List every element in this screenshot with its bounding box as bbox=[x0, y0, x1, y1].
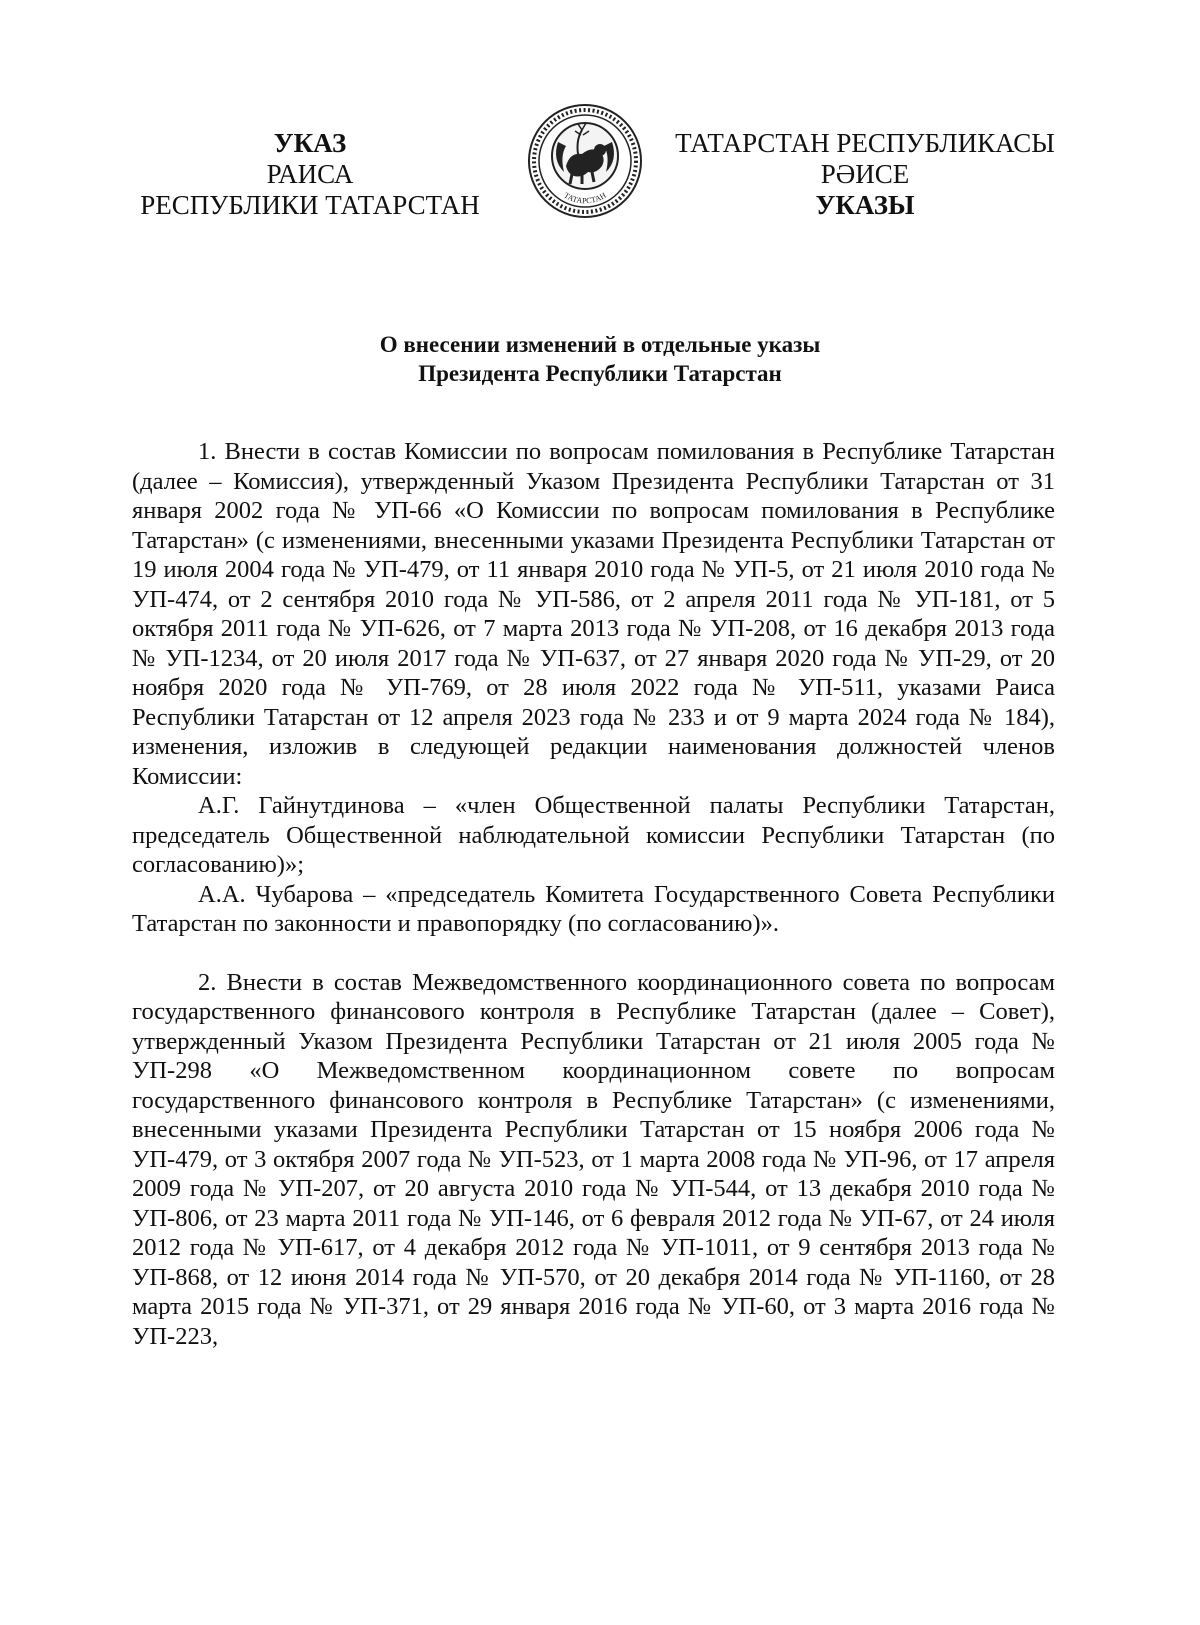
document-title bbox=[140, 330, 1060, 388]
paragraph-2: 2. Внести в состав Межведомственного координационного совета по вопросам государственного финансового контроля в Республике Татарстан (далее – Совет), утвержденный Указом Президента Республики Татарстан от 21 июля 2005 года № УП-298 «О Межведомственном координационном совете по вопросам государственного финансового контроля в Республике Татарстан» (с изменениями, внесенными указами Президента Республики Татарстан от 15 ноября 2006 года № УП-479, от 3 октября 2007 года № УП-523, от 1 марта 2008 года № УП-96, от 17 апреля 2009 года № УП-207, от 20 августа 2010 года № УП-544, от 13 декабря 2010 года № УП-806, от 23 марта 2011 года № УП-146, от 6 февраля 2012 года № УП-67, от 24 июля 2012 года № УП-617, от 4 декабря 2012 года № УП-1011, от 9 сентября 2013 года № УП-868, от 12 июня 2014 года № УП-570, от 20 декабря 2014 года № УП-1160, от 28 марта 2015 года № УП-371, от 29 января 2016 года № УП-60, от 3 марта 2016 года № УП-223, bbox=[132, 968, 1055, 1350]
title-line-2: Президента Республики Татарстан bbox=[418, 361, 782, 386]
paragraph-spacer bbox=[132, 939, 1055, 968]
document-body bbox=[132, 437, 1055, 1351]
header-left-line-1: УКАЗ bbox=[273, 128, 347, 158]
paragraph-1-member-1: А.Г. Гайнутдинова – «член Общественной палаты Республики Татарстан, председатель Общественной наблюдательной комиссии Республики Татарстан (по согласованию)»; bbox=[132, 792, 1055, 878]
header-right-line-1: ТАТАРСТАН РЕСПУБЛИКАСЫ bbox=[675, 128, 1055, 158]
header-right-line-2: РӘИСЕ bbox=[820, 159, 910, 189]
title-line-1: О внесении изменений в отдельные указы bbox=[379, 332, 821, 357]
header-left bbox=[120, 128, 500, 221]
tatarstan-emblem-icon bbox=[526, 102, 644, 220]
emblem-text: ТАТАРСТАН bbox=[562, 190, 608, 206]
svg-text:ТАТАРСТАН bbox=[562, 191, 607, 206]
paragraph-1-member-2: А.А. Чубарова – «председатель Комитета Государственного Совета Республики Татарстан по законности и правопорядку (по согласованию)». bbox=[132, 880, 1055, 937]
header-left-line-2: РАИСА bbox=[266, 159, 354, 189]
paragraph-1: 1. Внести в состав Комиссии по вопросам помилования в Республике Татарстан (далее – Комиссия), утвержденный Указом Президента Республики Татарстан от 31 января 2002 года № УП-66 «О Комиссии по вопросам помилования в Республике Татарстан» (с изменениями, внесенными указами Президента Республики Татарстан от 19 июля 2004 года № УП-479, от 11 января 2010 года № УП-5, от 21 июля 2010 года № УП-474, от 2 сентября 2010 года № УП-586, от 2 апреля 2011 года № УП-181, от 5 октября 2011 года № УП-626, от 7 марта 2013 года № УП-208, от 16 декабря 2013 года № УП-1234, от 20 июля 2017 года № УП-637, от 27 января 2020 года № УП-29, от 20 ноября 2020 года № УП-769, от 28 июля 2022 года № УП-511, указами Раиса Республики Татарстан от 12 апреля 2023 года № 233 и от 9 марта 2024 года № 184), изменения, изложив в следующей редакции наименования должностей членов Комиссии: bbox=[132, 438, 1055, 790]
header-left-line-3: РЕСПУБЛИКИ ТАТАРСТАН bbox=[140, 190, 480, 220]
header-right-line-3: УКАЗЫ bbox=[815, 190, 915, 220]
header-right bbox=[665, 128, 1065, 221]
